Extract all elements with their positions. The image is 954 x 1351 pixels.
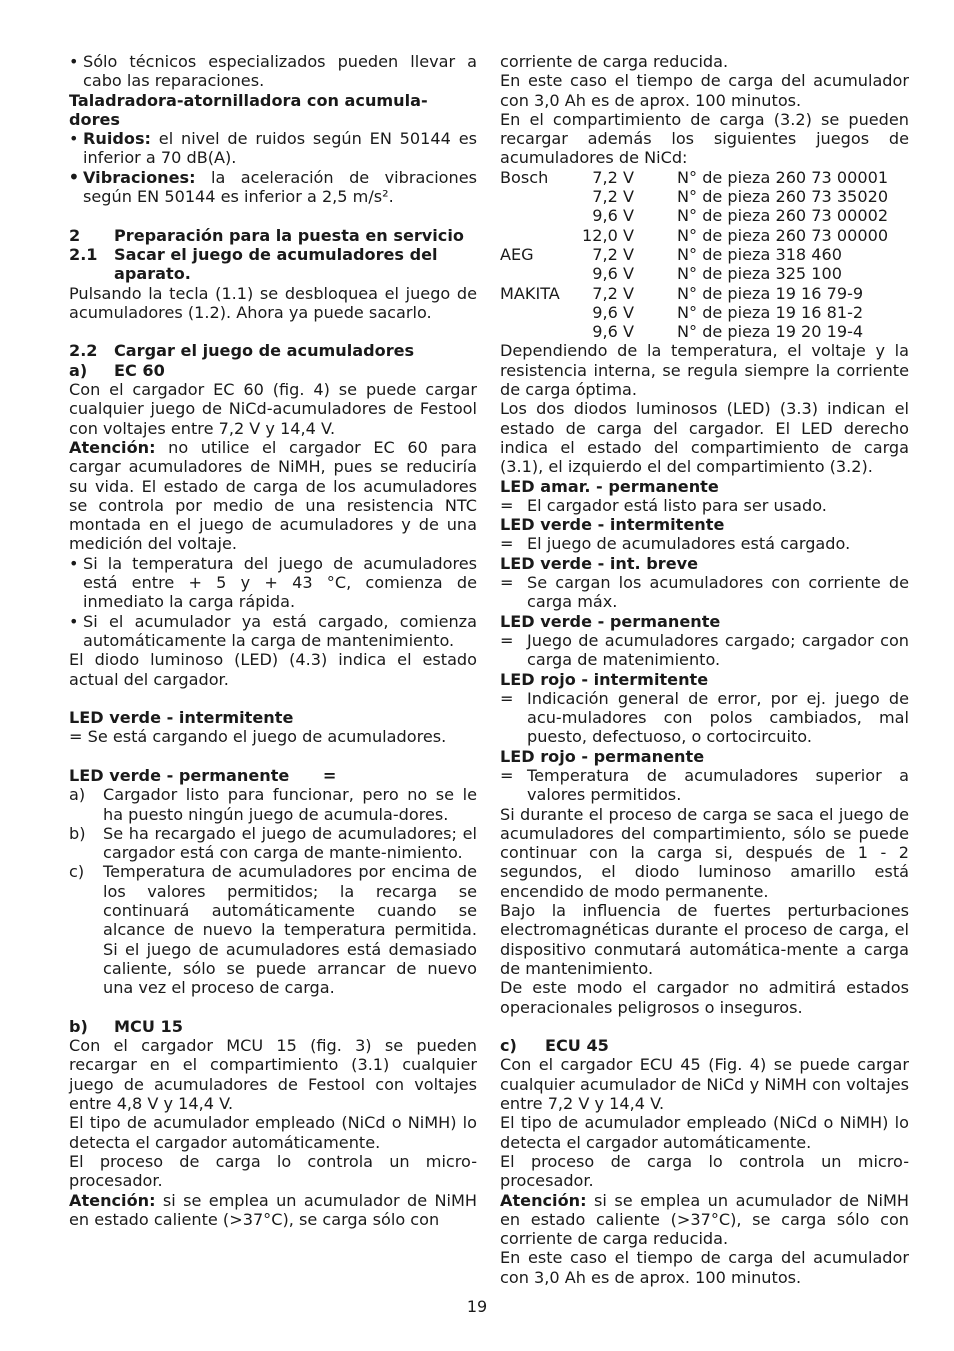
paragraph-compartment: En el compartimiento de carga (3.2) se pueden recargar además los siguientes juegos de acumuladores de NiCd: bbox=[500, 109, 909, 168]
section-2-2-heading bbox=[69, 341, 477, 360]
led-desc: Se cargan los acumuladores con corriente de carga máx. bbox=[527, 573, 909, 612]
equals-sign: = bbox=[500, 495, 514, 515]
item-marker: c) bbox=[69, 862, 85, 882]
parts-brand bbox=[500, 226, 574, 245]
led-amber-text bbox=[500, 496, 909, 515]
led-green-perm-label: LED verde - permanente bbox=[500, 611, 721, 631]
paragraph-ecu-process: El proceso de carga lo controla un micro-procesador. bbox=[500, 1151, 909, 1191]
section-c-heading bbox=[500, 1036, 909, 1055]
led-green-perm-text bbox=[500, 631, 909, 670]
section-title: Sacar el juego de acumuladores del aparato. bbox=[114, 244, 438, 284]
led-desc: El juego de acumuladores está cargado. bbox=[527, 534, 851, 554]
left-column bbox=[69, 52, 477, 1229]
parts-voltage bbox=[574, 206, 677, 225]
item-text: Temperatura de acumuladores por encima de los valores permitidos; la recarga se continuará automáticamente cuando se alcance de nuevo la temperatura permitida. Si el juego de acumuladores está demasiado caliente, sólo se puede arrancar de nuevo una vez el proceso de carga. bbox=[103, 862, 477, 998]
attention-text: si se emplea un acumulador de NiMH en estado caliente (>37°C), se carga sólo con corriente de carga reducida. bbox=[500, 1190, 909, 1249]
paragraph-time-2: En este caso el tiempo de carga del acumulador con 3,0 Ah es de aprox. 100 minutos. bbox=[500, 1248, 909, 1287]
vib-text: la aceleración de vibraciones según EN 50144 es inferior a 2,5 m/s². bbox=[83, 167, 477, 207]
parts-row bbox=[500, 303, 888, 322]
voltage-value: 7,2 V bbox=[592, 187, 634, 207]
vib-label: Vibraciones: bbox=[83, 167, 196, 187]
section-a-heading bbox=[69, 361, 477, 380]
parts-row bbox=[500, 284, 888, 303]
voltage-value: 7,2 V bbox=[592, 167, 634, 187]
section-number: c) bbox=[500, 1036, 517, 1056]
led-green-short-label: LED verde - int. breve bbox=[500, 553, 699, 573]
paragraph-attention-2 bbox=[69, 1191, 477, 1230]
section-title: MCU 15 bbox=[114, 1016, 183, 1036]
parts-row bbox=[500, 245, 888, 264]
paragraph-continued: corriente de carga reducida. bbox=[500, 52, 729, 71]
bullet-repairs: • Sólo técnicos especializados pueden llevar a cabo las reparaciones. bbox=[69, 52, 477, 91]
parts-brand bbox=[500, 303, 574, 322]
parts-row bbox=[500, 168, 888, 187]
drill-heading: Taladradora-atornilladora con acumula-dores bbox=[69, 90, 428, 129]
section-b-heading bbox=[69, 1017, 477, 1036]
parts-number: N° de pieza 260 73 00002 bbox=[677, 206, 889, 226]
voltage-value: 9,6 V bbox=[592, 206, 634, 226]
section-title: Cargar el juego de acumuladores bbox=[114, 341, 415, 361]
equals-sign: = bbox=[500, 534, 514, 554]
item-text: Cargador listo para funcionar, pero no se le ha puesto ningún juego de acumula-dores. bbox=[103, 785, 477, 824]
parts-voltage bbox=[574, 245, 677, 264]
bullet-temperature: • Si la temperatura del juego de acumuladores está entre + 5 y + 43 °C, comienza de inmediato la carga rápida. bbox=[69, 554, 477, 612]
paragraph-mcu-process: El proceso de carga lo controla un micro-procesador. bbox=[69, 1151, 477, 1191]
section-number: 2.1 bbox=[69, 244, 98, 264]
parts-number: N° de pieza 260 73 35020 bbox=[677, 187, 889, 207]
parts-voltage bbox=[574, 264, 677, 283]
parts-voltage bbox=[574, 187, 677, 206]
paragraph-electromagnetic: Bajo la influencia de fuertes perturbaciones electromagnéticas durante el proceso de carga, el dispositivo conmutará automática-mente a carga de mantenimiento. bbox=[500, 901, 909, 978]
parts-brand bbox=[500, 187, 574, 206]
attention-label: Atención: bbox=[500, 1190, 587, 1210]
attention-label: Atención: bbox=[69, 437, 156, 457]
voltage-value: 9,6 V bbox=[592, 264, 634, 284]
paragraph-remove: Pulsando la tecla (1.1) se desbloquea el juego de acumuladores (1.2). Ahora ya puede sacarlo. bbox=[69, 283, 477, 322]
section-number: a) bbox=[69, 360, 88, 380]
list-item-a bbox=[69, 785, 477, 824]
paragraph-time: En este caso el tiempo de carga del acumulador con 3,0 Ah es de aprox. 100 minutos. bbox=[500, 71, 909, 110]
parts-voltage bbox=[574, 322, 677, 341]
parts-number: N° de pieza 19 20 19-4 bbox=[677, 322, 864, 342]
led-green-perm-label: LED verde - permanente = bbox=[69, 765, 337, 785]
voltage-value: 7,2 V bbox=[592, 283, 634, 303]
attention-text: no utilice el cargador EC 60 para cargar acumuladores de NiMH, pues se reduciría su vida. El estado de carga de los acumuladores se controla por medio de una resistencia NTC montada en el juego de acumuladores y de una medición del voltaje. bbox=[69, 437, 477, 554]
parts-number: N° de pieza 19 16 79-9 bbox=[677, 283, 864, 303]
parts-table bbox=[500, 168, 888, 342]
parts-voltage bbox=[574, 284, 677, 303]
section-number: 2.2 bbox=[69, 341, 98, 361]
led-amber-label: LED amar. - permanente bbox=[500, 476, 719, 496]
parts-number: N° de pieza 19 16 81-2 bbox=[677, 302, 864, 322]
voltage-value: 12,0 V bbox=[582, 225, 634, 245]
led-green-int-label: LED verde - intermitente bbox=[69, 708, 294, 728]
equals-sign: = bbox=[500, 765, 514, 785]
led-desc: El cargador está listo para ser usado. bbox=[527, 495, 827, 515]
parts-brand bbox=[500, 206, 574, 225]
led-desc: Temperatura de acumuladores superior a valores permitidos. bbox=[527, 765, 909, 805]
led-red-perm-label: LED rojo - permanente bbox=[500, 746, 705, 766]
led-green-int-text bbox=[500, 534, 909, 553]
parts-brand bbox=[500, 322, 574, 341]
led-red-int-label: LED rojo - intermitente bbox=[500, 669, 709, 689]
paragraph-attention bbox=[69, 438, 477, 554]
item-text: Se ha recargado el juego de acumuladores; el cargador está con carga de mante-nimiento. bbox=[103, 823, 477, 863]
parts-voltage bbox=[574, 168, 677, 187]
bullet-vibration bbox=[69, 168, 477, 207]
equals-sign: = bbox=[500, 630, 514, 650]
parts-number: N° de pieza 325 100 bbox=[677, 264, 843, 284]
voltage-value: 9,6 V bbox=[592, 302, 634, 322]
section-title: EC 60 bbox=[114, 360, 165, 380]
led-desc: Juego de acumuladores cargado; cargador con carga de matenimiento. bbox=[527, 630, 909, 670]
section-number: b) bbox=[69, 1016, 88, 1036]
bullet-noise bbox=[69, 129, 477, 168]
parts-row bbox=[500, 226, 888, 245]
bullet-charged: • Si el acumulador ya está cargado, comienza automáticamente la carga de mantenimiento. bbox=[69, 612, 477, 651]
paragraph-mcu-type: El tipo de acumulador empleado (NiCd o NiMH) lo detecta el cargador automáticamente. bbox=[69, 1113, 477, 1152]
led-desc: Indicación general de error, por ej. juego de acu-muladores con polos cambiados, mal puesto, defectuoso, o cortocircuito. bbox=[527, 688, 909, 747]
led-red-int-text bbox=[500, 689, 909, 747]
paragraph-safe: De este modo el cargador no admitirá estados operacionales peligrosos o inseguros. bbox=[500, 978, 909, 1017]
attention-text: si se emplea un acumulador de NiMH en estado caliente (>37°C), se carga sólo con bbox=[69, 1190, 477, 1229]
parts-row bbox=[500, 322, 888, 341]
parts-brand: Bosch bbox=[500, 167, 549, 187]
equals-sign: = bbox=[500, 573, 514, 593]
paragraph-ec60: Con el cargador EC 60 (fig. 4) se puede cargar cualquier juego de NiCd-acumuladores de Festool con voltajes entre 7,2 V y 14,4 V. bbox=[69, 380, 477, 438]
led-green-int-label: LED verde - intermitente bbox=[500, 515, 725, 535]
led-red-perm-text bbox=[500, 766, 909, 805]
paragraph-remove-during-charge: Si durante el proceso de carga se saca el juego de acumuladores del compartimiento, sólo se puede continuar con la carga si, después de 1 - 2 segundos, el diodo luminoso amarillo está encendido de modo permanente. bbox=[500, 804, 909, 901]
item-marker: b) bbox=[69, 823, 86, 843]
paragraph-ecu-type: El tipo de acumulador empleado (NiCd o NiMH) lo detecta el cargador automáticamente. bbox=[500, 1113, 909, 1152]
parts-brand: MAKITA bbox=[500, 283, 560, 303]
section-2-heading bbox=[69, 226, 477, 245]
paragraph-led: El diodo luminoso (LED) (4.3) indica el estado actual del cargador. bbox=[69, 650, 477, 689]
equals-sign: = bbox=[500, 688, 514, 708]
parts-row bbox=[500, 187, 888, 206]
parts-row bbox=[500, 264, 888, 283]
parts-brand bbox=[500, 264, 574, 283]
paragraph-diodes: Los dos diodos luminosos (LED) (3.3) indican el estado de carga del cargador. El LED derecho indica el estado del compartimiento de carga (3.1), el izquierdo el del compartimiento (3.2). bbox=[500, 399, 909, 477]
section-title: ECU 45 bbox=[545, 1036, 609, 1056]
parts-voltage bbox=[574, 226, 677, 245]
section-title: Preparación para la puesta en servicio bbox=[114, 225, 464, 245]
voltage-value: 7,2 V bbox=[592, 244, 634, 264]
item-marker: a) bbox=[69, 785, 86, 805]
list-item-c bbox=[69, 862, 477, 997]
parts-number: N° de pieza 318 460 bbox=[677, 244, 843, 264]
attention-label: Atención: bbox=[69, 1190, 156, 1210]
noise-text: el nivel de ruidos según EN 50144 es inferior a 70 dB(A). bbox=[83, 129, 477, 168]
section-2-1-heading bbox=[69, 245, 477, 284]
parts-row bbox=[500, 206, 888, 225]
section-number: 2 bbox=[69, 225, 81, 245]
noise-label: Ruidos: bbox=[83, 129, 151, 149]
parts-number: N° de pieza 260 73 00000 bbox=[677, 225, 889, 245]
led-green-int-text: = Se está cargando el juego de acumuladores. bbox=[69, 727, 447, 747]
led-green-short-text bbox=[500, 573, 909, 612]
paragraph-mcu: Con el cargador MCU 15 (fig. 3) se pueden recargar en el compartimiento (3.1) cualquier juego de acumuladores de Festool con voltajes entre 4,8 V y 14,4 V. bbox=[69, 1036, 477, 1114]
voltage-value: 9,6 V bbox=[592, 322, 634, 342]
parts-number: N° de pieza 260 73 00001 bbox=[677, 167, 889, 187]
parts-brand: AEG bbox=[500, 244, 534, 264]
paragraph-ecu: Con el cargador ECU 45 (Fig. 4) se puede cargar cualquier acumulador de NiCd y NiMH con voltajes entre 7,2 V y 14,4 V. bbox=[500, 1055, 909, 1114]
paragraph-ecu-attention bbox=[500, 1191, 909, 1249]
parts-voltage bbox=[574, 303, 677, 322]
paragraph-temperature: Dependiendo de la temperatura, el voltaje y la resistencia interna, se regula siempre la corriente de carga óptima. bbox=[500, 341, 909, 400]
page-number: 19 bbox=[466, 1297, 488, 1316]
right-column bbox=[500, 52, 909, 1287]
list-item-b bbox=[69, 824, 477, 863]
